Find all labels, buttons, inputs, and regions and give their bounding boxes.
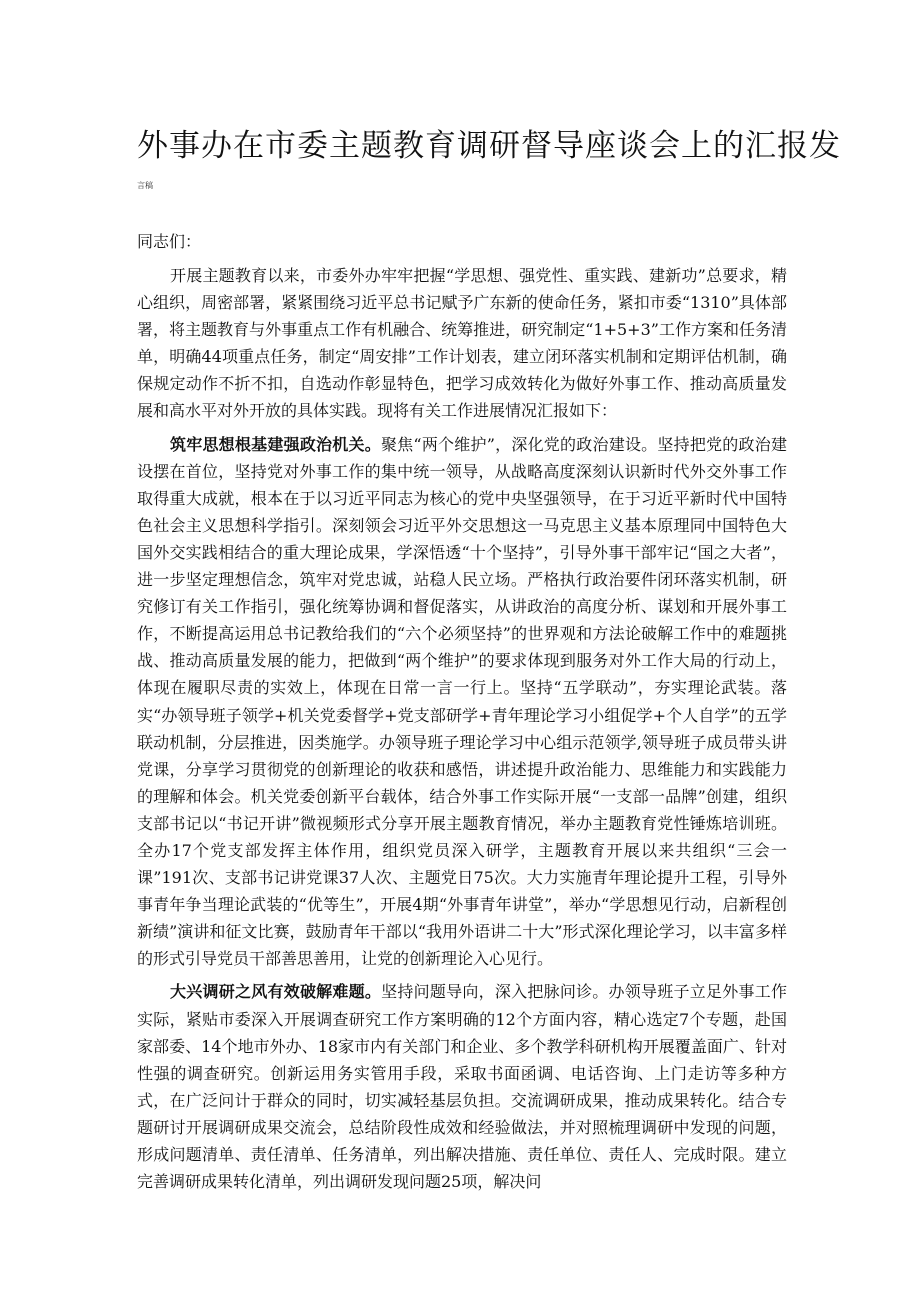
paragraph-text: 开展主题教育以来，市委外办牢牢把握“学思想、强党性、重实践、建新功”总要求，精心组织，周密部署，紧紧围绕习近平总书记赋予广东新的使命任务，紧扣市委“1310”具体部署，将主题教育与外事重点工作有机融合、统筹推进，研究制定“1+5+3”工作方案和任务清单，明确44项重点任务，制定“周安排”工作计划表，建立闭环落实机制和定期评估机制，确保规定动作不折不扣，自选动作彰显特色，把学习成效转化为做好外事工作、推动高质量发展和高水平对外开放的具体实践。现将有关工作进展情况汇报如下： bbox=[137, 266, 787, 421]
document-body bbox=[137, 227, 787, 1201]
paragraph-intro bbox=[137, 262, 787, 425]
salutation: 同志们： bbox=[137, 232, 202, 251]
document-subtitle: 言稿 bbox=[137, 181, 153, 190]
paragraph-political-foundation bbox=[137, 431, 787, 973]
document-title: 外事办在市委主题教育调研督导座谈会上的汇报发 bbox=[137, 128, 841, 164]
paragraph-lead: 大兴调研之风有效破解难题。 bbox=[170, 982, 382, 1002]
paragraph-lead: 筑牢思想根基建强政治机关。 bbox=[170, 434, 381, 454]
paragraph-research bbox=[137, 978, 787, 1195]
paragraph-text: 聚焦“两个维护”，深化党的政治建设。坚持把党的政治建设摆在首位，坚持党对外事工作的集中统一领导，从战略高度深刻认识新时代外交外事工作取得重大成就，根本在于以习近平同志为核心的党中央坚强领导，在于习近平新时代中国特色社会主义思想科学指引。深刻领会习近平外交思想这一马克思主义基本原理同中国特色大国外交实践相结合的重大理论成果，学深悟透“十个坚持”，引导外事干部牢记“国之大者”，进一步坚定理想信念，筑牢对党忠诚，站稳人民立场。严格执行政治要件闭环落实机制，研究修订有关工作指引，强化统筹协调和督促落实，从讲政治的高度分析、谋划和开展外事工作，不断提高运用总书记教给我们的“六个必须坚持”的世界观和方法论破解工作中的难题挑战、推动高质量发展的能力，把做到“两个维护”的要求体现到服务对外工作大局的行动上，体现在履职尽责的实效上，体现在日常一言一行上。坚持“五学联动”，夯实理论武装。落实“办领导班子领学+机关党委督学+党支部研学+青年理论学习小组促学+个人自学”的五学联动机制，分层推进，因类施学。办领导班子理论学习中心组示范领学,领导班子成员带头讲党课，分享学习贯彻党的创新理论的收获和感悟，讲述提升政治能力、思维能力和实践能力的理解和体会。机关党委创新平台载体，结合外事工作实际开展“一支部一品牌”创建，组织支部书记以“书记开讲”微视频形式分享开展主题教育情况，举办主题教育党性锤炼培训班。全办17个党支部发挥主体作用，组织党员深入研学，主题教育开展以来共组织“三会一课”191次、支部书记讲党课37人次、主题党日75次。大力实施青年理论提升工程，引导外事青年争当理论武装的“优等生”，开展4期“外事青年讲堂”，举办“学思想见行动，启新程创新绩”演讲和征文比赛，鼓励青年干部以“我用外语讲二十大”形式深化理论学习，以丰富多样的形式引导党员干部善思善用，让党的创新理论入心见行。 bbox=[137, 434, 787, 969]
paragraph-text: 坚持问题导向，深入把脉问诊。办领导班子立足外事工作实际，紧贴市委深入开展调查研究工作方案明确的12个方面内容，精心选定7个专题，赴国家部委、14个地市外办、18家市内有关部门和企业、多个教学科研机构开展覆盖面广、针对性强的调查研究。创新运用务实管用手段，采取书面函调、电话咨询、上门走访等多种方式，在广泛问计于群众的同时，切实减轻基层负担。交流调研成果，推动成果转化。结合专题研讨开展调研成果交流会，总结阶段性成效和经验做法，并对照梳理调研中发现的问题，形成问题清单、责任清单、任务清单，列出解决措施、责任单位、责任人、完成时限。建立完善调研成果转化清单，列出调研发现问题25项，解决问 bbox=[137, 982, 787, 1192]
